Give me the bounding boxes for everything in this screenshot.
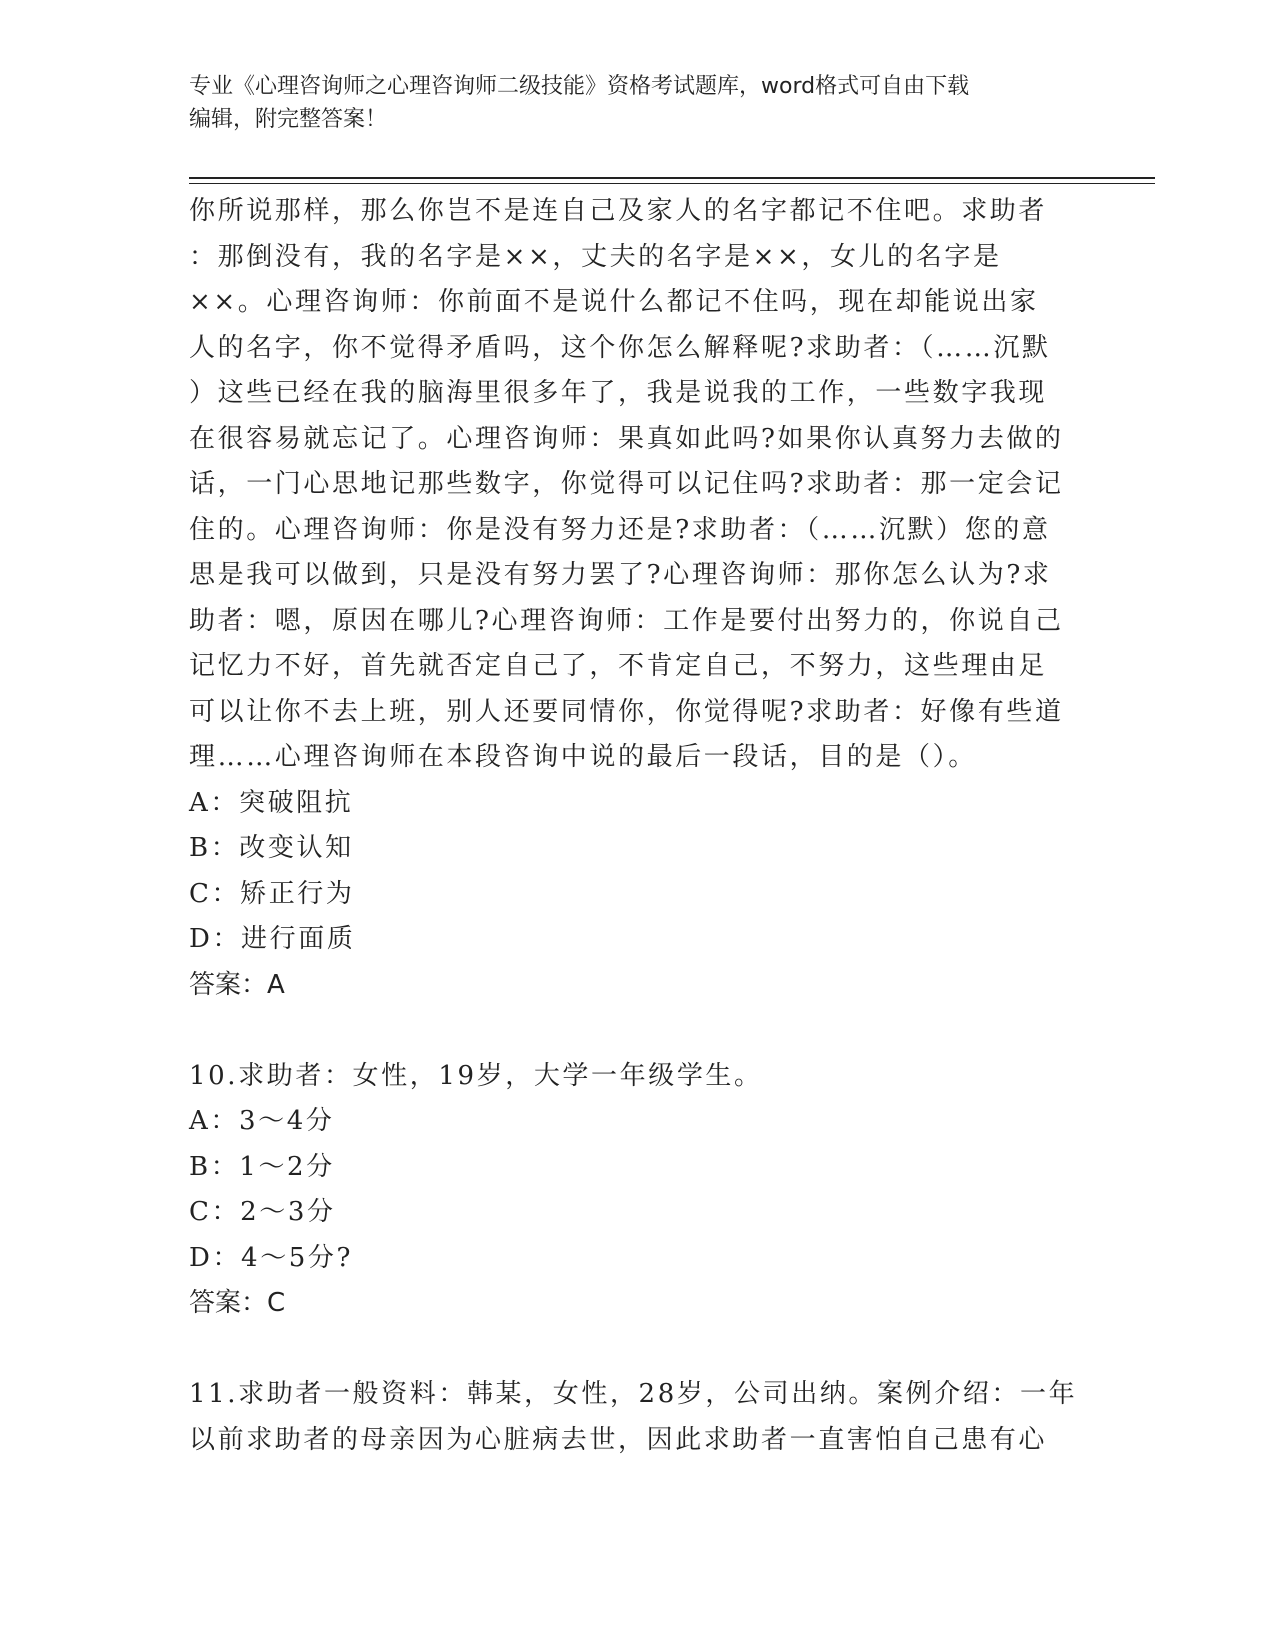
spacer [189,1008,1089,1054]
page-header [189,70,1069,136]
question-text-line: 在很容易就忘记了。心理咨询师：果真如此吗?如果你认真努力去做的 [189,423,1064,454]
spacer [189,1327,1089,1373]
question-text-line: 话，一门心思地记那些数字，你觉得可以记住吗?求助者：那一定会记 [189,469,1064,499]
option-d: D：4～5分? [189,1242,354,1273]
question-content [189,189,1089,1463]
question-text-line: ：那倒没有，我的名字是××，丈夫的名字是××，女儿的名字是 [189,241,1002,272]
answer-label: 答案：C [189,1288,286,1318]
question-text-line: 思是我可以做到，只是没有努力罢了?心理咨询师：那你怎么认为?求 [189,560,1052,590]
option-a: A：3～4分 [189,1106,335,1136]
header-line-2: 编辑，附完整答案！ [189,107,388,132]
question-text-line: 人的名字，你不觉得矛盾吗，这个你怎么解释呢?求助者：（……沉默 [189,332,1051,363]
option-b: B：改变认知 [189,833,354,863]
question-text-line: 理……心理咨询师在本段咨询中说的最后一段话，目的是（）。 [189,742,977,772]
option-d: D：进行面质 [189,924,356,954]
question-text-line: 11.求助者一般资料：韩某，女性，28岁，公司出纳。案例介绍：一年 [189,1379,1078,1409]
header-line-1: 专业《心理咨询师之心理咨询师二级技能》资格考试题库，word格式可自由下载 [189,74,970,99]
question-10 [189,1054,1089,1327]
question-text-line: 助者：嗯，原因在哪儿?心理咨询师：工作是要付出努力的，你说自己 [189,605,1064,636]
question-9 [189,189,1089,1008]
option-c: C：2～3分 [189,1197,336,1227]
question-text-line: ）这些已经在我的脑海里很多年了，我是说我的工作，一些数字我现 [189,378,1048,408]
question-text-line: 住的。心理咨询师：你是没有努力还是?求助者：（……沉默）您的意 [189,514,1051,545]
question-text-line: ××。心理咨询师：你前面不是说什么都记不住吗，现在却能说出家 [189,287,1039,317]
question-11 [189,1372,1089,1463]
answer-label: 答案：A [189,969,285,1000]
option-b: B：1～2分 [189,1151,335,1182]
option-c: C：矫正行为 [189,878,355,909]
option-a: A：突破阻抗 [189,787,354,818]
question-text-line: 以前求助者的母亲因为心脏病去世，因此求助者一直害怕自己患有心 [189,1424,1048,1455]
question-stem: 10.求助者：女性，19岁，大学一年级学生。 [189,1060,763,1091]
question-text-line: 你所说那样，那么你岂不是连自己及家人的名字都记不住吧。求助者 [189,196,1048,226]
question-text-line: 记忆力不好，首先就否定自己了，不肯定自己，不努力，这些理由足 [189,651,1048,681]
header-rule-thick [189,177,1155,179]
question-text-line: 可以让你不去上班，别人还要同情你，你觉得呢?求助者：好像有些道 [189,696,1064,727]
header-rule-thin [189,183,1155,184]
